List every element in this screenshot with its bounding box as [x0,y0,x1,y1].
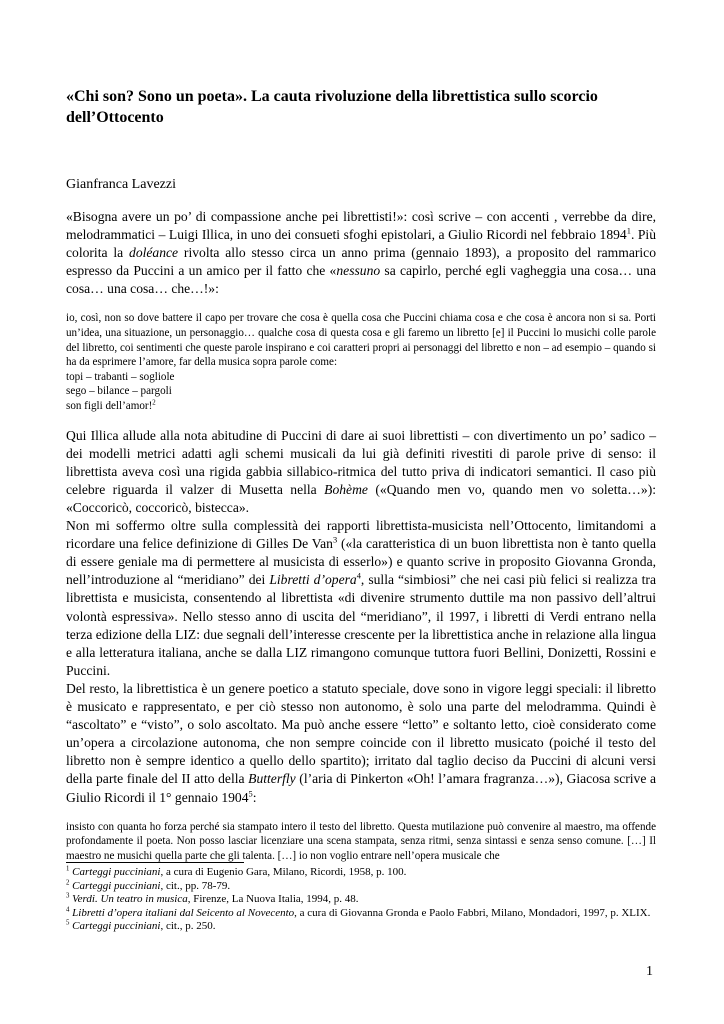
paragraph-2 [66,427,656,517]
paragraph-1 [66,208,656,298]
p2-text-b: («Quando men vo, quando men vo soletta…»): «Coccoricò, coccoricò, bistecca». [66,481,656,515]
article-body [66,86,656,863]
verse-line-2: sego – bilance – pargoli [66,385,172,398]
p2-italic-boheme: Bohème [324,481,368,497]
footnote-ref-1: 1 [626,225,631,236]
footnote-4: $^4$ Libretti d’opera italiani dal Seicento al Novecento, a cura di Giovanna Gronda e Paolo Fabbri, Milano, Mondadori, 1997, p. XLIX. [66,906,651,919]
p1-text-c: rivolta allo stesso circa un anno prima (gennaio 1893), a proposito del rammarico espresso da Puccini a un amico per il fatto che « [66,245,656,279]
page-number: 1 [646,964,653,979]
p1-text-b: . Più colorita la [66,227,656,261]
p3-italic-libretti: Libretti d’opera [269,572,357,588]
footnote-ref-2: 2 [152,399,156,407]
footnotes [66,866,656,934]
verse-line-1: topi – trabanti – sogliole [66,370,175,383]
footnote-1: $^1$ Carteggi pucciniani, a cura di Eugenio Gara, Milano, Ricordi, 1958, p. 100. [66,865,407,878]
footnote-2: $^2$ Carteggi pucciniani, cit., pp. 78-79. [66,878,231,892]
p1-text-d: sa capirlo, perché egli vagheggia una cosa… una cosa… una cosa… che…!»: [66,263,656,297]
footnote-ref-5: 5 [248,787,253,798]
p3-text-b: («la caratteristica di un buon librettista non è tanto quella di essere geniale ma di permettere al musicista di esserlo») e quanto scrive in proposito Giovanna Gronda, nell’introduzione al “meridiano” dei [66,536,656,588]
p4-text-b: (l’aria di Pinkerton «Oh! l’amara fragranza…»), Giacosa scrive a Giulio Ricordi il 1° gennaio 1904 [66,771,657,805]
footnote-ref-3: 3 [332,534,338,545]
p3-text-c: , sulla “simbiosi” che nei casi più felici si realizza tra librettista e musicista, consentendo al librettista «di divenire strumento duttile ma non passivo dell’altrui volontà espressiva». Nello stesso anno di uscita del “meridiano”, il 1997, i libretti di Verdi entrano nella terza edizione della LIZ: due segnali dell’interesse crescente per la librettistica anche in relazione alla lingua e alla letteratura italiana, anche se dalla LIZ rimangono comunque tuttora fuori Bellini, Donizetti, Rossini e Puccini. [66,572,656,678]
p1-text-a: «Bisogna avere un po’ di compassione anche pei librettisti!»: così scrive – con accenti , verrebbe da dire, melodrammatici – Luigi Illica, in uno dei consueti sfoghi epistolari, a Giulio Ricordi nel febbraio 1894 [66,209,656,243]
block-quote-1 [66,311,656,413]
p4-text-c: : [252,789,257,805]
footnote-5: $^5$ Carteggi pucciniani, cit., p. 250. [66,919,216,933]
p4-text-a: Del resto, la librettistica è un genere poetico a statuto speciale, dove sono in vigore leggi speciali: il libretto è musicato e rappresentato, e per ciò stesso non autonomo, è solo una parte del melodramma. Quindi è “ascoltato” e “visto”, o solo ascoltato. Ma può anche essere “letto” e soltanto letto, cioè considerato come un’opera a circolazione autonoma, che non sempre coincide con il libretto musicato (poiché il testo del libretto non è sempre identico a quello dello spartito); irritato dal taglio deciso da Puccini di alcuni versi della parte finale del II atto della [66,680,656,787]
p2-text-a: Qui Illica allude alla nota abitudine di Puccini di dare ai suoi librettisti – con divertimento un po’ sadico – dei modelli metrici adatti agli schemi musicali da lui già definiti rivestiti di parole prive di senso: il librettista aveva così una rigida gabbia sillabico-ritmica del tutto priva di indicatori semantici. Il caso più celebre riguarda il valzer di Musetta nella [66,427,656,497]
footnote-divider [66,862,244,863]
footnote-3: $^3$ Verdi. Un teatro in musica, Firenze, La Nuova Italia, 1994, p. 48. [66,892,359,906]
paragraph-3 [66,517,656,680]
p4-italic-butterfly: Butterfly [248,771,296,787]
quote-1-text: io, così, non so dove battere il capo per trovare che cosa è quella cosa che Puccini chiama cosa e che cosa è ancora non si sa. Porti un’idea, una situazione, un personaggio… qualche cosa di questa cosa e gli faremo un libretto [e] il Puccini lo musichi colle parole del libretto, coi sentimenti che queste parole inspirano e coi caratteri propri ai personaggi del libretto e non – ad esempio – quando si ha da esprimere l’amore, far della musica sopra parole come: [66,312,656,369]
block-quote-2: insisto con quanta ho forza perché sia stampato intero il testo del libretto. Questa mutilazione può convenire al maestro, ma offende profondamente il poeta. Non posso lasciar licenziare una scena stampata, senza ritmi, senza sintassi e senza senso comune. […] Il maestro ne musichi quella parte che gli talenta. […] io non voglio entrare nell’opera musicale che [66,820,656,862]
verse-line-3: son figli dell’amor!$^2$ [66,399,156,413]
footnote-ref-4: 4 [356,570,361,581]
p1-italic-doleance: doléance [129,245,179,261]
p1-italic-nessuno: nessuno [336,263,381,279]
article-title: «Chi son? Sono un poeta». La cauta rivoluzione della librettistica sullo scorcio dell’Ottocento [66,88,598,126]
paragraph-4 [66,680,656,807]
author-name: Gianfranca Lavezzi [66,177,176,192]
p3-text-a: Non mi soffermo oltre sulla complessità dei rapporti librettista-musicista nell’Ottocento, limitandomi a ricordare una felice definizione di Gilles De Van [66,518,656,552]
